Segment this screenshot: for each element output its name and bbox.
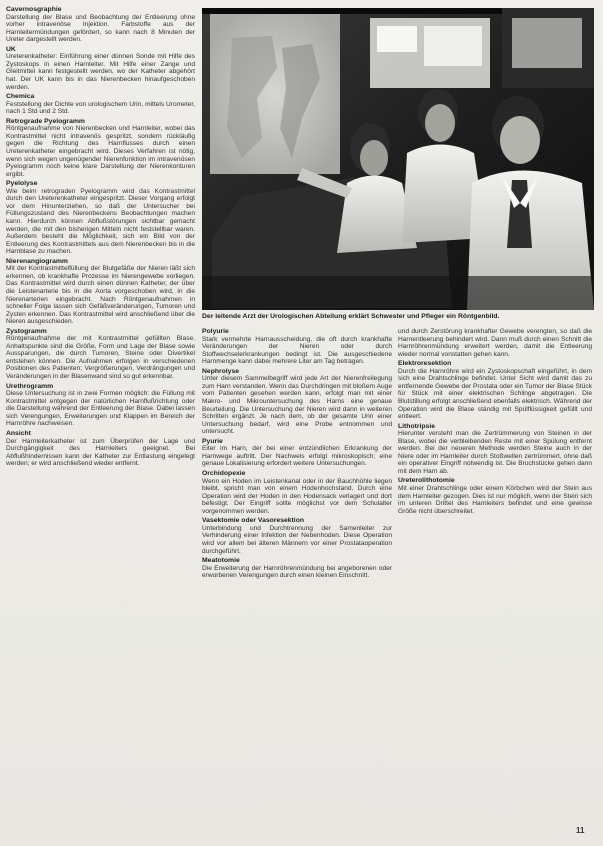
entry-heading: Cavernosgraphie [6,6,62,13]
entry-text: Wie beim retrograden Pyelogramm wird das Kontrastmittel durch den Ureterenkatheter eingespritzt. Dieser Vorgang erfolgt vor dem Hinunterziehen, so daß der Untersucher bei Füllungszustand des Nierenbeckens Beobachtungen machen kann. Hierdurch können Abflußstörungen sichtbar gemacht werden, die mit den bisherigen Mitteln nicht feststellbar waren. Außerdem besteht die Möglichkeit, sich ein Bild von der Entleerung des Kontrastmittels aus dem Nierenbecken bis in die Harnblase zu machen. [6,187,195,256]
glossary-entry [6,430,195,468]
glossary-entry [202,470,392,515]
glossary-entry [202,517,392,555]
photo-caption: Der leitende Arzt der Urologischen Abteilung erklärt Schwester und Pfleger ein Röntgenbild. [202,313,500,320]
middle-text-column [202,328,392,838]
entry-text: Unterbindung und Durchtrennung der Samenleiter zur Verhinderung einer Infektion der Nebenhoden. Diese Operation wird vor allem bei älteren Männern vor einer Prostataoperation durchgeführt. [202,524,392,555]
entry-heading: Retrograde Pyelogramm [6,117,85,125]
entry-text: Hierunter versteht man die Zertrümmerung von Steinen in der Blase, wobei die verbleibenden Reste mit einer Spülung entfernt werden. Bei der neueren Methode werden Steine auch in der Niere oder im Harnleiter durch Stoßwellen zertrümmert, ohne daß ein operativer Eingriff notwendig ist. Die Bruchstücke gehen dann mit dem Harn ab. [398,430,592,475]
glossary-entry [6,6,195,44]
glossary-entry [6,180,195,256]
entry-text: Röntgenaufnahme von Nierenbecken und Harnleiter, wobei das Kontrastmittel nicht intravenös gespritzt, sondern rückläufig gegen die Richtung des Harnflusses durch einen Ureterenkatheter eingebracht wird. Dieses Verfahren ist nötig, wenn sich wegen ungenügender Nierenfunktion im intravenösen Pyelogramm noch keine klare Darstellung der Nierenkonturen ergibt. [6,125,195,178]
entry-heading: Meatotomie [202,557,240,565]
entry-heading: Nierenangiogramm [6,257,68,265]
entry-heading: Zystogramm [6,327,47,335]
glossary-entry [6,383,195,428]
glossary-entry [202,368,392,436]
entry-heading: Chemica [6,93,35,101]
entry-heading: Lithotripsie [398,422,436,430]
left-text-column [6,6,195,834]
entry-text: und durch Zerstörung krankhafter Gewebe verengten, so daß die Harnentleerung behindert wird. Dann muß durch einen Schnitt die Harnröhrenmündung erweitert werden, damit die Entleerung wieder normal vonstatten gehen kann. [398,328,592,358]
entry-heading: Polyurie [202,328,229,335]
entry-heading: Ansicht [6,429,31,437]
entry-heading: Elektroresektion [398,360,452,368]
entry-heading: Nephrolyse [202,367,240,375]
entry-text: Darstellung der Blase und Beobachtung der Entleerung ohne vorher intravenöse Injektion. Farbstoffe aus der Harnleitermündungen gefördert, so kann nach 8 Minuten der Ureter dargestellt werden. [6,13,195,44]
entry-text: Unter diesem Sammelbegriff wird jede Art der Nierenfreilegung zum Harn verstanden. Wenn das Durchdringen mit bloßem Auge vom Patienten gesehen werden kann, erfolgt man mit einer Makro- und Mikrountersuchung des Harns eine genaue Beurteilung. Die Untersuchung der Nieren wird dann in weiteren Schritten ergänzt. Je nach dem, ob der gesamte Urin einer Untersuchung bedarf, wird eine Probe entnommen und untersucht. [202,375,392,436]
entry-text: Stark vermehrte Harnausscheidung, die oft durch krankhafte Veränderungen der Nieren oder durch Stoffwechselerkrankungen bedingt ist. Die ausgeschiedene Harnmenge kann dabei mehrere Liter am Tag betragen. [202,335,392,366]
entry-text: Mit der Kontrastmittelfüllung der Blutgefäße der Nieren läßt sich erkennen, ob krankhafte Prozesse im Nierengewebe vorliegen. Das Kontrastmittel wird durch einen dünnen Katheter, der über die Leistenarterie bis in die Aorta vorgeschoben wird, in die Nierenarterien eingebracht. Nach Röntgenaufnahmen in schneller Folge lassen sich Gefäßveränderungen, Tumoren und Zysten erkennen. Das Kontrastmittel wird anschließend über die Nieren ausgeschieden. [6,265,195,326]
entry-text: Diese Untersuchung ist in zwei Formen möglich: die Füllung mit Kontrastmittel entgegen der natürlichen Harnflußrichtung oder die Darstellung während der Entleerung der Blase. Dabei lassen sich Verengungen, Erweiterungen und Klappen im Bereich der Harnröhre nachweisen. [6,390,195,428]
entry-text: Durch die Harnröhre wird ein Zystoskopschaft eingeführt, in dem sich eine Drahtschlinge befindet. Unter Sicht wird damit das zu entfernende Gewebe der Prostata oder ein Tumor der Blase Stück für Stück mit einer elektrischen Schlinge abgetragen. Die Blutstillung erfolgt anschließend ebenfalls elektrisch. Während der Operation wird die Blase ständig mit Spülflüssigkeit gefüllt und entleert. [398,367,592,421]
photo [202,8,594,310]
glossary-entry [6,118,195,178]
entry-text: Ureterenkatheter: Einführung einer dünnen Sonde mit Hilfe des Zystoskops in einen Harnleiter. Mit Hilfe einer Zange und Gleitmittel kann festgestellt werden, wo der Katheter abgehört hat. Der UK kann bis in das Nierenbecken hinaufgeschoben werden. [6,53,195,91]
glossary-entry [6,93,195,116]
page-number: 11 [576,826,585,835]
entry-text: Wenn ein Hoden im Leistenkanal oder in der Bauchhöhle liegen bleibt, spricht man von einem Hodenhochstand. Durch eine Operation wird der Hoden in den Hodensack verlagert und dort befestigt. Der Eingriff sollte möglichst vor dem Schulalter vorgenommen werden. [202,477,392,515]
entry-heading: UK [6,45,16,53]
photo-illustration [202,8,594,310]
entry-text: Röntgenaufnahme der mit Kontrastmittel gefüllten Blase. Anhaltspunkte sind die Größe, Form und Lage der Blase sowie Aussparungen, die durch Tumoren, Steine oder Divertikel entstehen können. Die Aufnahmen erfolgen in verschiedenen Positionen des Patienten; Vergrößerungen, Verdrängungen und Veränderungen in der Blasenwand sind so gut erkennbar. [6,335,195,381]
glossary-entry [202,438,392,468]
right-text-column [398,328,592,768]
entry-heading: Pyurie [202,437,223,445]
entry-text: Die Erweiterung der Harnröhrenmündung bei angeborenen oder erworbenen Verengungen durch einen kleinen Einschnitt. [202,564,392,580]
entry-text: Mit einer Drahtschlinge oder einem Körbchen wird der Stein aus dem Harnleiter gezogen. Dies ist nur möglich, wenn der Stein sich im unteren Drittel des Harnleiters befindet und eine gewisse Größe nicht überschreitet. [398,485,592,515]
glossary-entry [6,328,195,381]
glossary-entry [398,423,592,476]
glossary-entry [202,557,392,580]
entry-heading: Pyelolyse [6,180,38,188]
glossary-entry [398,328,592,358]
entry-heading: Vasektomie oder Vasoresektion [202,517,305,525]
entry-heading: Orchidopexie [202,469,246,477]
entry-text: Der Harnleiterkatheter ist zum Überprüfen der Lage und Durchgängigkeit des Harnleiters geeignet. Bei Abflußhindernissen kann der Katheter zur Entlastung eingelegt werden; er wird anschließend wieder entfernt. [6,437,195,468]
entry-heading: Ureterolithotomie [398,477,455,485]
glossary-entry [398,360,592,420]
glossary-entry [398,477,592,515]
entry-heading: Urethrogramm [6,382,54,390]
glossary-entry [202,328,392,366]
glossary-entry [6,46,195,91]
entry-text: Eiter im Harn, der bei einer entzündlichen Erkrankung der Harnwege auftritt. Der Nachweis erfolgt mikroskopisch; eine genaue Lokalisierung erfordert weitere Untersuchungen. [202,445,392,468]
glossary-entry [6,258,195,326]
entry-text: Feststellung der Dichte von urologischem Urin, mittels Urometer, nach 1 Std und 2 Std. [6,100,195,116]
